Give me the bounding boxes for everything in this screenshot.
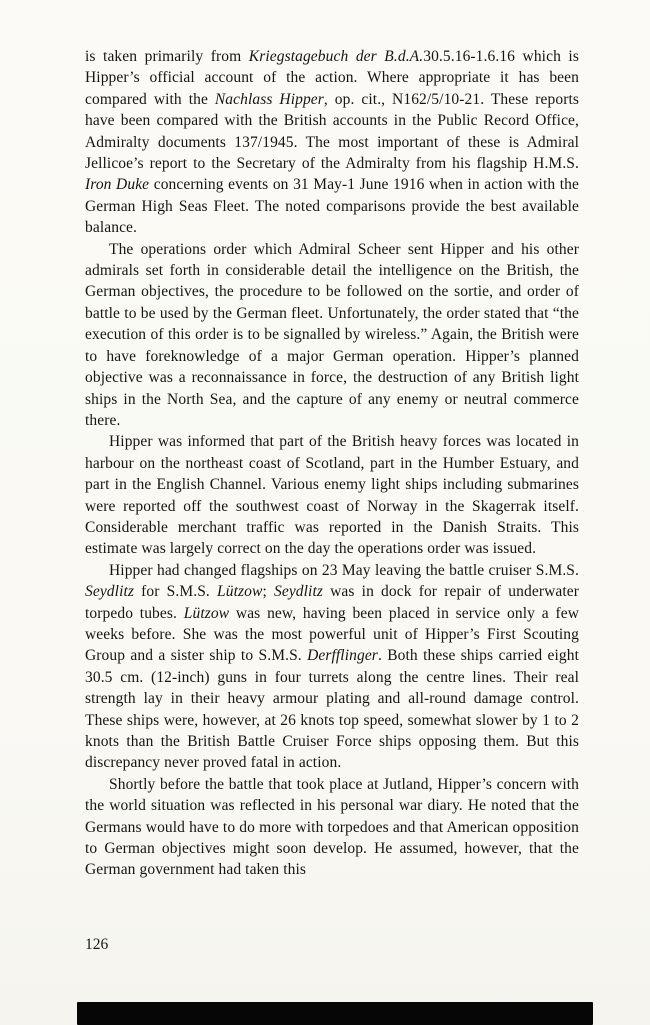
text-run: for S.M.S. [134, 583, 218, 601]
text-run: Shortly before the battle that took place at Jutland, Hipper’s concern with the world situation was reflected in his personal war diary. He noted that the Germans would have to do more with torpedoes and that American opposition to German objectives might soon develop. He assumed, however, that the German government had taken this [85, 775, 579, 879]
text-run: . Both these ships carried eight 30.5 cm. (12-inch) guns in four turrets along the centre lines. Their real strength lay in their heavy armour plating and all-round damage control. These ships were, however, at 26 knots top speed, somewhat slower by 1 to 2 knots than the British Battle Cruiser Force ships opposing them. But this discrepancy never proved fatal in action. [85, 647, 579, 772]
paragraph [85, 560, 579, 774]
text-run: was new, having been placed in service only a few weeks before. She was the most powerful unit of Hipper’s First Scouting Group and a sister ship to S.M.S. [85, 604, 579, 665]
italic-text-run: Nachlass Hipper [214, 90, 324, 108]
italic-text-run: Derfflinger [307, 647, 378, 665]
italic-text-run: Kriegstagebuch der B.d.A. [248, 48, 424, 65]
text-run: is taken primarily from [85, 48, 249, 65]
paragraph [85, 239, 579, 432]
text-run: concerning events on 31 May-1 June 1916 when in action with the German High Seas Fleet. The noted comparisons provide the best available balance. [85, 176, 579, 237]
scan-artifact-bar [77, 1002, 593, 1025]
paragraph [85, 431, 579, 559]
text-run: The operations order which Admiral Scheer sent Hipper and his other admirals set forth in considerable detail the intelligence on the British, the German objectives, the procedure to be followed on the sortie, and order of battle to be used by the German fleet. Unfortunately, the order stated that “the execution of this order is to be signalled by wireless.” Again, the British were to have foreknowledge of a major German operation. Hipper’s planned objective was a reconnaissance in force, the destruction of any British light ships in the North Sea, and the capture of any enemy or neutral commerce there. [85, 240, 579, 429]
text-block [85, 46, 579, 881]
text-run: was in dock for repair of underwater torpedo tubes. [85, 583, 580, 622]
text-run: , op. cit., N162/5/10-21. These reports have been compared with the British accounts in the Public Record Office, Admiralty documents 137/1945. The most important of these is Admiral Jellicoe’s report to the Secretary of the Admiralty from his flagship H.M.S. [85, 90, 579, 173]
text-run: Hipper was informed that part of the British heavy forces was located in harbour on the northeast coast of Scotland, part in the Humber Estuary, and part in the English Channel. Various enemy light ships including submarines were reported off the southwest coast of Norway in the Skagerrak itself. Considerable merchant traffic was reported in the Danish Straits. This estimate was largely correct on the day the operations order was issued. [85, 433, 579, 558]
italic-text-run: Seydlitz [85, 583, 135, 601]
italic-text-run: Seydlitz [273, 583, 323, 601]
text-run: 30.5.16-1.6.16 which is Hipper’s official account of the action. Where appropriate it has been compared with the [85, 48, 579, 108]
italic-text-run: Iron Duke [85, 176, 150, 194]
paragraph [85, 774, 579, 881]
italic-text-run: Lützow [217, 583, 263, 601]
italic-text-run: Lützow [183, 604, 230, 622]
text-run: Hipper had changed flagships on 23 May leaving the battle cruiser S.M.S. [109, 561, 579, 579]
text-run: ; [262, 583, 274, 601]
page-number: 126 [85, 936, 109, 953]
paragraph [85, 46, 579, 239]
